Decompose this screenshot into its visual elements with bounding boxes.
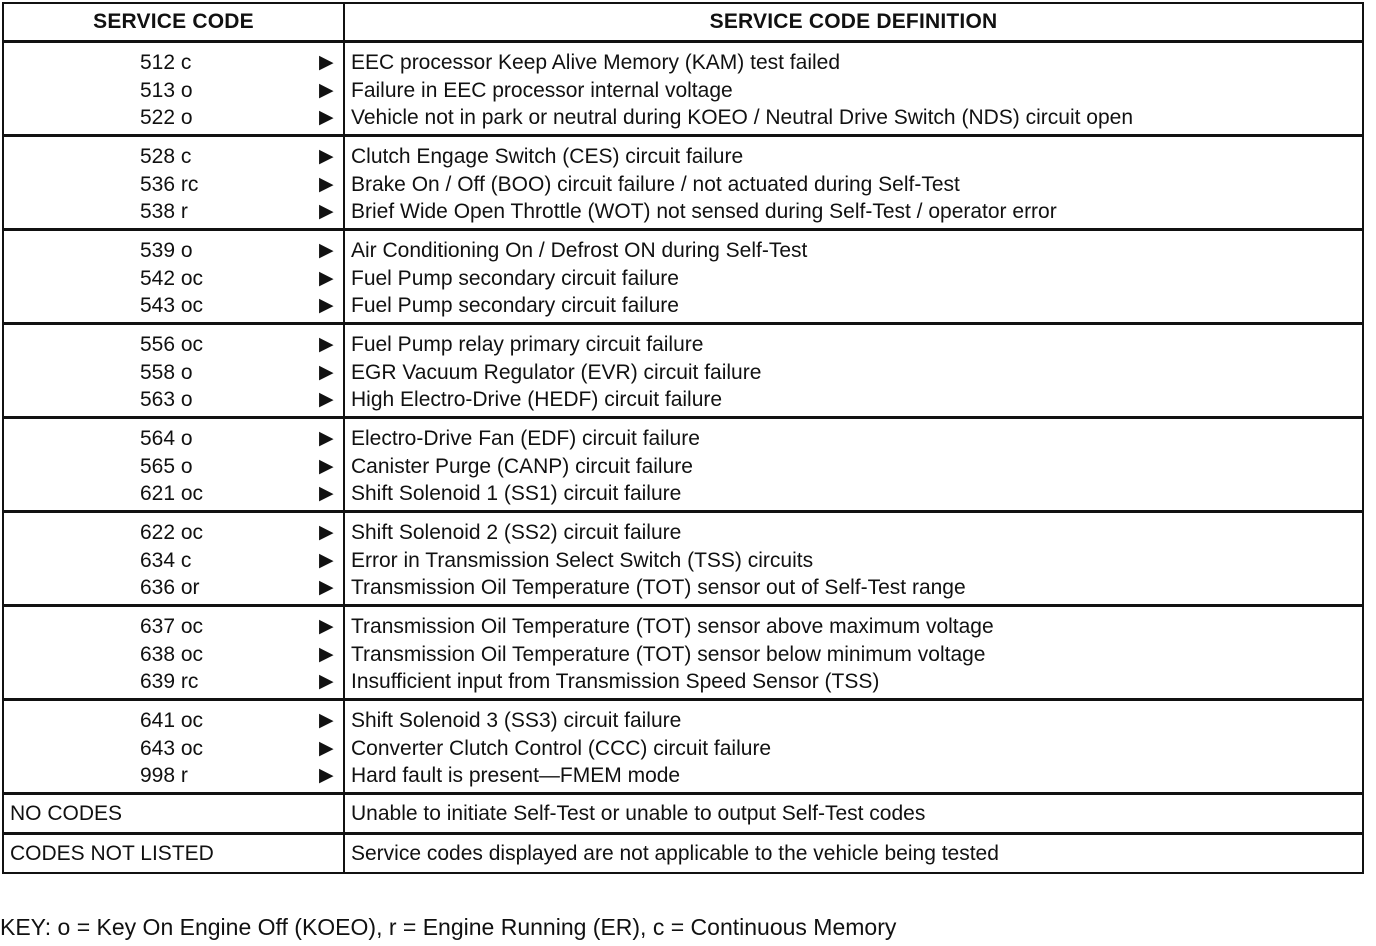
- code-column: [4, 701, 345, 792]
- service-code: 558 o: [140, 360, 193, 384]
- code-column: [4, 607, 345, 698]
- special-row-label: NO CODES: [4, 795, 345, 832]
- table-row-code: [4, 77, 343, 105]
- table-row-code: [4, 331, 343, 359]
- arrow-icon: ▶: [319, 737, 334, 759]
- definition-column: [345, 325, 1362, 416]
- service-code-definition: Transmission Oil Temperature (TOT) sensor below minimum voltage: [351, 642, 986, 666]
- table-row-code: [4, 292, 343, 320]
- definition-column: [345, 137, 1362, 228]
- table-row-code: [4, 265, 343, 293]
- code-column: [4, 43, 345, 134]
- definition-column: [345, 513, 1362, 604]
- table-row-code: [4, 386, 343, 414]
- table-row-code: [4, 104, 343, 132]
- code-group: [4, 231, 1362, 325]
- table-row-code: [4, 547, 343, 575]
- service-code: 621 oc: [140, 482, 204, 505]
- special-row-label: CODES NOT LISTED: [4, 835, 345, 872]
- table-row-code: [4, 49, 343, 77]
- service-code-definition: Insufficient input from Transmission Speed Sensor (TSS): [351, 670, 880, 693]
- service-code: 998 r: [140, 764, 188, 787]
- arrow-icon: ▶: [319, 107, 334, 128]
- special-row-definition: Unable to initiate Self-Test or unable to output Self-Test codes: [351, 801, 926, 825]
- service-code-definition: Electro-Drive Fan (EDF) circuit failure: [351, 427, 700, 450]
- definition-column: [345, 43, 1362, 134]
- service-code: 643 oc: [140, 736, 204, 760]
- service-code-definition: Vehicle not in park or neutral during KOEO / Neutral Drive Switch (NDS) circuit open: [351, 106, 1133, 129]
- service-code-definition: Brief Wide Open Throttle (WOT) not sensed during Self-Test / operator error: [351, 200, 1057, 223]
- table-row-code: [4, 707, 343, 735]
- table-row-code: [4, 668, 343, 696]
- table-row-code: [4, 574, 343, 602]
- service-code: 638 oc: [140, 642, 204, 666]
- arrow-icon: ▶: [319, 146, 334, 167]
- arrow-icon: ▶: [319, 522, 334, 543]
- service-code: 564 o: [140, 427, 193, 450]
- code-column: [4, 419, 345, 510]
- service-code-definition: Shift Solenoid 2 (SS2) circuit failure: [351, 521, 682, 544]
- service-code-definition: High Electro-Drive (HEDF) circuit failure: [351, 388, 723, 411]
- arrow-icon: ▶: [319, 361, 334, 383]
- arrow-icon: ▶: [319, 295, 334, 316]
- table-row-code: [4, 237, 343, 265]
- service-code: 543 oc: [140, 294, 204, 317]
- service-code-definition: Error in Transmission Select Switch (TSS) circuits: [351, 548, 814, 572]
- special-row-definition: Service codes displayed are not applicable to the vehicle being tested: [351, 841, 999, 865]
- service-code-definition: Transmission Oil Temperature (TOT) sensor above maximum voltage: [351, 615, 994, 638]
- service-code-definition: Shift Solenoid 1 (SS1) circuit failure: [351, 482, 682, 505]
- arrow-icon: ▶: [319, 52, 334, 73]
- arrow-icon: ▶: [319, 549, 334, 571]
- service-code-definition: Shift Solenoid 3 (SS3) circuit failure: [351, 709, 682, 732]
- code-column: [4, 137, 345, 228]
- arrow-icon: ▶: [319, 483, 334, 504]
- arrow-icon: ▶: [319, 334, 334, 355]
- service-code: 513 o: [140, 78, 193, 102]
- service-code: 636 or: [140, 576, 200, 599]
- service-code: 538 r: [140, 200, 188, 223]
- table-row-code: [4, 519, 343, 547]
- arrow-icon: ▶: [319, 455, 334, 477]
- service-code: 641 oc: [140, 709, 204, 732]
- service-code: 542 oc: [140, 266, 204, 290]
- service-code: 539 o: [140, 239, 193, 262]
- table-row-code: [4, 453, 343, 481]
- service-code-definition: Transmission Oil Temperature (TOT) sensor out of Self-Test range: [351, 576, 966, 599]
- table-row-code: [4, 735, 343, 763]
- code-column: [4, 513, 345, 604]
- service-code-definition: Fuel Pump secondary circuit failure: [351, 294, 679, 317]
- table-row-code: [4, 762, 343, 790]
- definition-column: [345, 701, 1362, 792]
- service-code: 563 o: [140, 388, 193, 411]
- service-code: 634 c: [140, 548, 192, 572]
- service-code-header: SERVICE CODE: [4, 4, 345, 40]
- service-code-definition: Hard fault is present—FMEM mode: [351, 764, 681, 787]
- arrow-icon: ▶: [319, 671, 334, 692]
- table-header: [4, 4, 1362, 43]
- table-row-code: [4, 359, 343, 387]
- special-row: [4, 795, 1362, 835]
- service-code-definition: Clutch Engage Switch (CES) circuit failure: [351, 145, 744, 168]
- service-code: 522 o: [140, 106, 193, 129]
- service-code: 622 oc: [140, 521, 204, 544]
- special-rows: [4, 795, 1362, 872]
- code-column: [4, 325, 345, 416]
- service-code-definition: EEC processor Keep Alive Memory (KAM) test failed: [351, 51, 841, 74]
- arrow-icon: ▶: [319, 765, 334, 786]
- code-group: [4, 325, 1362, 419]
- arrow-icon: ▶: [319, 616, 334, 637]
- code-group: [4, 701, 1362, 795]
- service-code: 536 rc: [140, 172, 199, 196]
- arrow-icon: ▶: [319, 201, 334, 222]
- code-group: [4, 607, 1362, 701]
- code-group: [4, 419, 1362, 513]
- table-row-code: [4, 198, 343, 226]
- table-row-code: [4, 143, 343, 171]
- service-code-table: [2, 2, 1364, 874]
- special-row: [4, 835, 1362, 872]
- table-row-code: [4, 425, 343, 453]
- code-group: [4, 513, 1362, 607]
- arrow-icon: ▶: [319, 267, 334, 289]
- service-code-definition: Air Conditioning On / Defrost ON during Self-Test: [351, 239, 808, 262]
- service-code-definition: Brake On / Off (BOO) circuit failure / not actuated during Self-Test: [351, 172, 960, 196]
- service-code-definition: EGR Vacuum Regulator (EVR) circuit failure: [351, 360, 762, 384]
- service-code: 528 c: [140, 145, 192, 168]
- service-code-definition-header: SERVICE CODE DEFINITION: [709, 10, 998, 33]
- service-code-definition: Failure in EEC processor internal voltage: [351, 78, 733, 102]
- arrow-icon: ▶: [319, 710, 334, 731]
- arrow-icon: ▶: [319, 577, 334, 598]
- arrow-icon: ▶: [319, 428, 334, 449]
- definition-column: [345, 419, 1362, 510]
- service-code-definition: Fuel Pump relay primary circuit failure: [351, 333, 704, 356]
- arrow-icon: ▶: [319, 79, 334, 101]
- table-row-code: [4, 641, 343, 669]
- table-row-code: [4, 480, 343, 508]
- service-code-definition: Fuel Pump secondary circuit failure: [351, 266, 679, 290]
- code-group: [4, 43, 1362, 137]
- key-legend: KEY: o = Key On Engine Off (KOEO), r = Engine Running (ER), c = Continuous Memory: [0, 914, 897, 940]
- service-code: 637 oc: [140, 615, 204, 638]
- arrow-icon: ▶: [319, 240, 334, 261]
- service-code: 565 o: [140, 454, 193, 478]
- code-groups: [4, 43, 1362, 795]
- table-row-code: [4, 613, 343, 641]
- service-code: 512 c: [140, 51, 192, 74]
- arrow-icon: ▶: [319, 389, 334, 410]
- service-code-definition: Converter Clutch Control (CCC) circuit failure: [351, 736, 772, 760]
- arrow-icon: ▶: [319, 173, 334, 195]
- definition-column: [345, 231, 1362, 322]
- table-row-code: [4, 171, 343, 199]
- code-column: [4, 231, 345, 322]
- arrow-icon: ▶: [319, 643, 334, 665]
- service-code-definition: Canister Purge (CANP) circuit failure: [351, 454, 693, 478]
- service-code: 556 oc: [140, 333, 204, 356]
- definition-column: [345, 607, 1362, 698]
- service-code: 639 rc: [140, 670, 199, 693]
- code-group: [4, 137, 1362, 231]
